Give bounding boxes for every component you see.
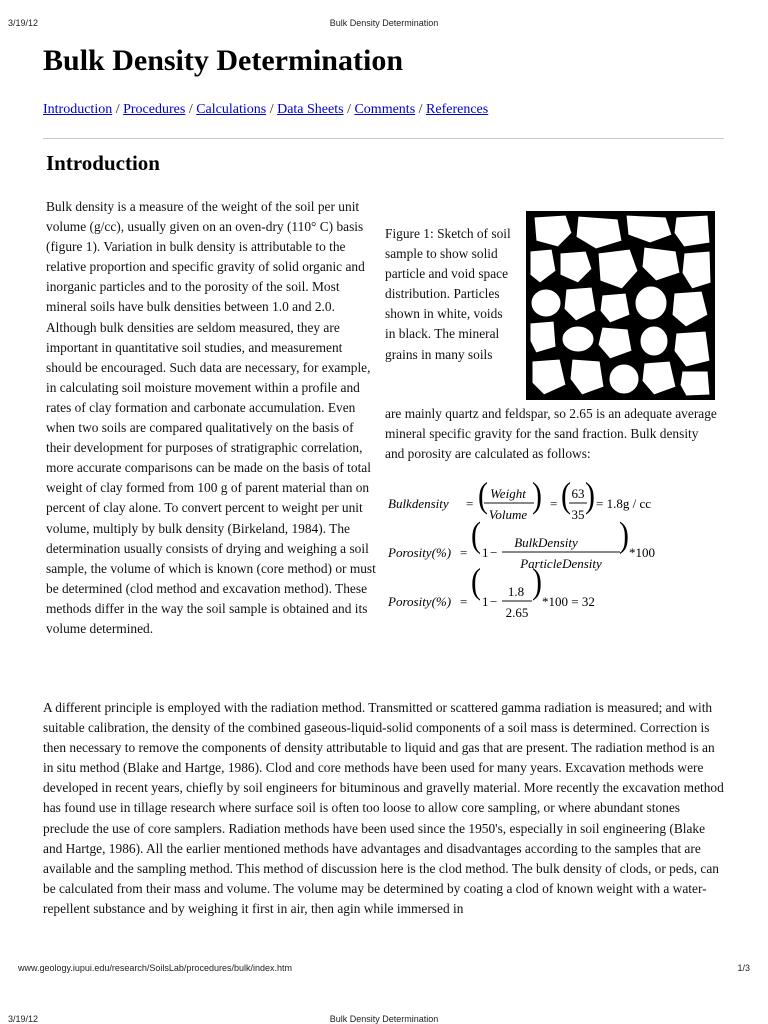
svg-text:=: = [550,496,558,511]
eq1-den2: 35 [571,507,585,522]
soil-particle-sketch-icon [526,211,715,400]
nav-sep: / [115,102,120,117]
nav-link-introduction[interactable]: Introduction [43,102,113,117]
eq1-result: = 1.8g / cc [596,496,651,511]
page-title: Bulk Density Determination [43,44,403,77]
figure-caption: Figure 1: Sketch of soil sample to show solid particle and void space distribution. Particles shown in white, voids in black. The mineral grains in many soils [385,226,511,362]
equation-bulk-density [388,478,651,522]
nav-sep: / [418,102,423,117]
eq1-num1: Weight [490,486,526,501]
svg-text:(: ( [561,478,571,516]
header-doc-title: Bulk Density Determination [329,18,439,28]
svg-text:=: = [460,594,468,609]
svg-text:=: = [466,496,474,511]
svg-text:): ) [619,514,629,556]
second-paragraph: A different principle is employed with the radiation method. Transmitted or scattered gamma radiation is measured; and with suitable calibration, the density of the combined gaseous-liquid-solid components of a soil mass is determined. Correction is then necessary to remove the components of density attributable to liquid and gas that are present. The radiation method is an in situ method (Blake and Hartge, 1986). Clod and core methods have been used for many years. Excavation methods were developed in recent years, chiefly by soil engineers for bituminous and gravelly material. More recently the excavation method has found use in tillage research where surface soil is often too loose to allow core sampling, or where abundant stones preclude the use of core samplers. Radiation methods have been used since the 1950's, especially in soil engineering (Blake and Hartge, 1986). All the earlier mentioned methods have advantages and disadvantages according to the samples that are available and the sampling method. This method of discussion here is the clod method. The bulk density of clods, or peds, can be calculated from their mass and volume. The volume may be determined by coating a clod of known weight with a water-repellent substance and by weighing it first in air, then agin while immersed in [43,700,724,916]
nav-link-calculations[interactable]: Calculations [196,102,267,117]
eq2-lhs: Porosity(%) [388,545,452,560]
eq3-one: 1 [482,594,489,609]
figure-caption-continued: are mainly quartz and feldspar, so 2.65 is an adequate average mineral specific gravity for the sand fraction. Bulk density and porosity are calculated as follows: [385,406,717,462]
eq2-tail: *100 [629,545,655,560]
svg-text:): ) [532,478,542,516]
section-heading: Introduction [46,151,160,175]
nav-link-references[interactable]: References [426,102,489,117]
svg-text:=: = [460,545,468,560]
nav-link-procedures[interactable]: Procedures [123,102,186,117]
svg-text:(: ( [478,478,488,516]
nav-bar [43,102,488,118]
svg-text:): ) [585,478,595,516]
eq2-den: ParticleDensity [520,556,602,571]
footer-page-number: 1/3 [737,963,750,973]
svg-text:−: − [490,545,498,560]
eq1-lhs: Bulkdensity [388,496,449,511]
footer-url: www.geology.iupui.edu/research/SoilsLab/procedures/bulk/index.htm [18,963,292,973]
nav-sep: / [188,102,193,117]
nav-sep: / [347,102,351,117]
eq3-lhs: Porosity(%) [388,594,452,609]
nav-link-comments[interactable]: Comments [354,102,416,117]
next-header-doc-title: Bulk Density Determination [329,1014,439,1024]
svg-text:(: ( [471,561,481,602]
nav-sep: / [269,102,274,117]
next-header-date: 3/19/12 [8,1014,39,1024]
eq2-one: 1 [482,545,489,560]
eq3-den: 2.65 [505,605,529,620]
eq1-den1: Volume [488,507,528,522]
eq3-tail: *100 = 32 [542,594,595,609]
equations [386,478,721,628]
intro-paragraph: Bulk density is a measure of the weight of the soil per unit volume (g/cc), usually given on an oven-dry (110° C) basis (figure 1). Variation in bulk density is attributable to the relative proportion and specific gravity of solid organic and inorganic particles and to the porosity of the soil. Most mineral soils have bulk densities between 1.0 and 2.0. Although bulk densities are seldom measured, they are important in quantitative soil studies, and measurement should be encouraged. Such data are necessary, for example, in calculating soil moisture movement within a profile and rates of clay formation and carbonate accumulation. Even when two soils are compared qualitatively on the basis of their development for purposes of stratigraphic correlation, more accurate comparisons can be made on the basis of total weight of clay formed from 100 g of parent material than on percent of clay alone. To convert percent to weight per unit volume, multiply by bulk density (Birkeland, 1984). The determination usually consists of drying and weighing a soil sample, the volume of which is known (core method) or must be determined (clod method and excavation method). These methods differ in the way the soil sample is obtained and its volume determined. [46,199,376,636]
eq1-num2: 63 [571,486,585,501]
equation-porosity [387,515,655,571]
eq3-num: 1.8 [507,584,525,599]
svg-text:(: ( [471,514,481,556]
svg-text:−: − [490,594,498,609]
nav-link-data-sheets[interactable]: Data Sheets [277,102,344,117]
header-date: 3/19/12 [8,18,39,28]
eq2-num: BulkDensity [514,535,578,550]
divider [43,138,724,139]
svg-text:): ) [532,561,542,602]
